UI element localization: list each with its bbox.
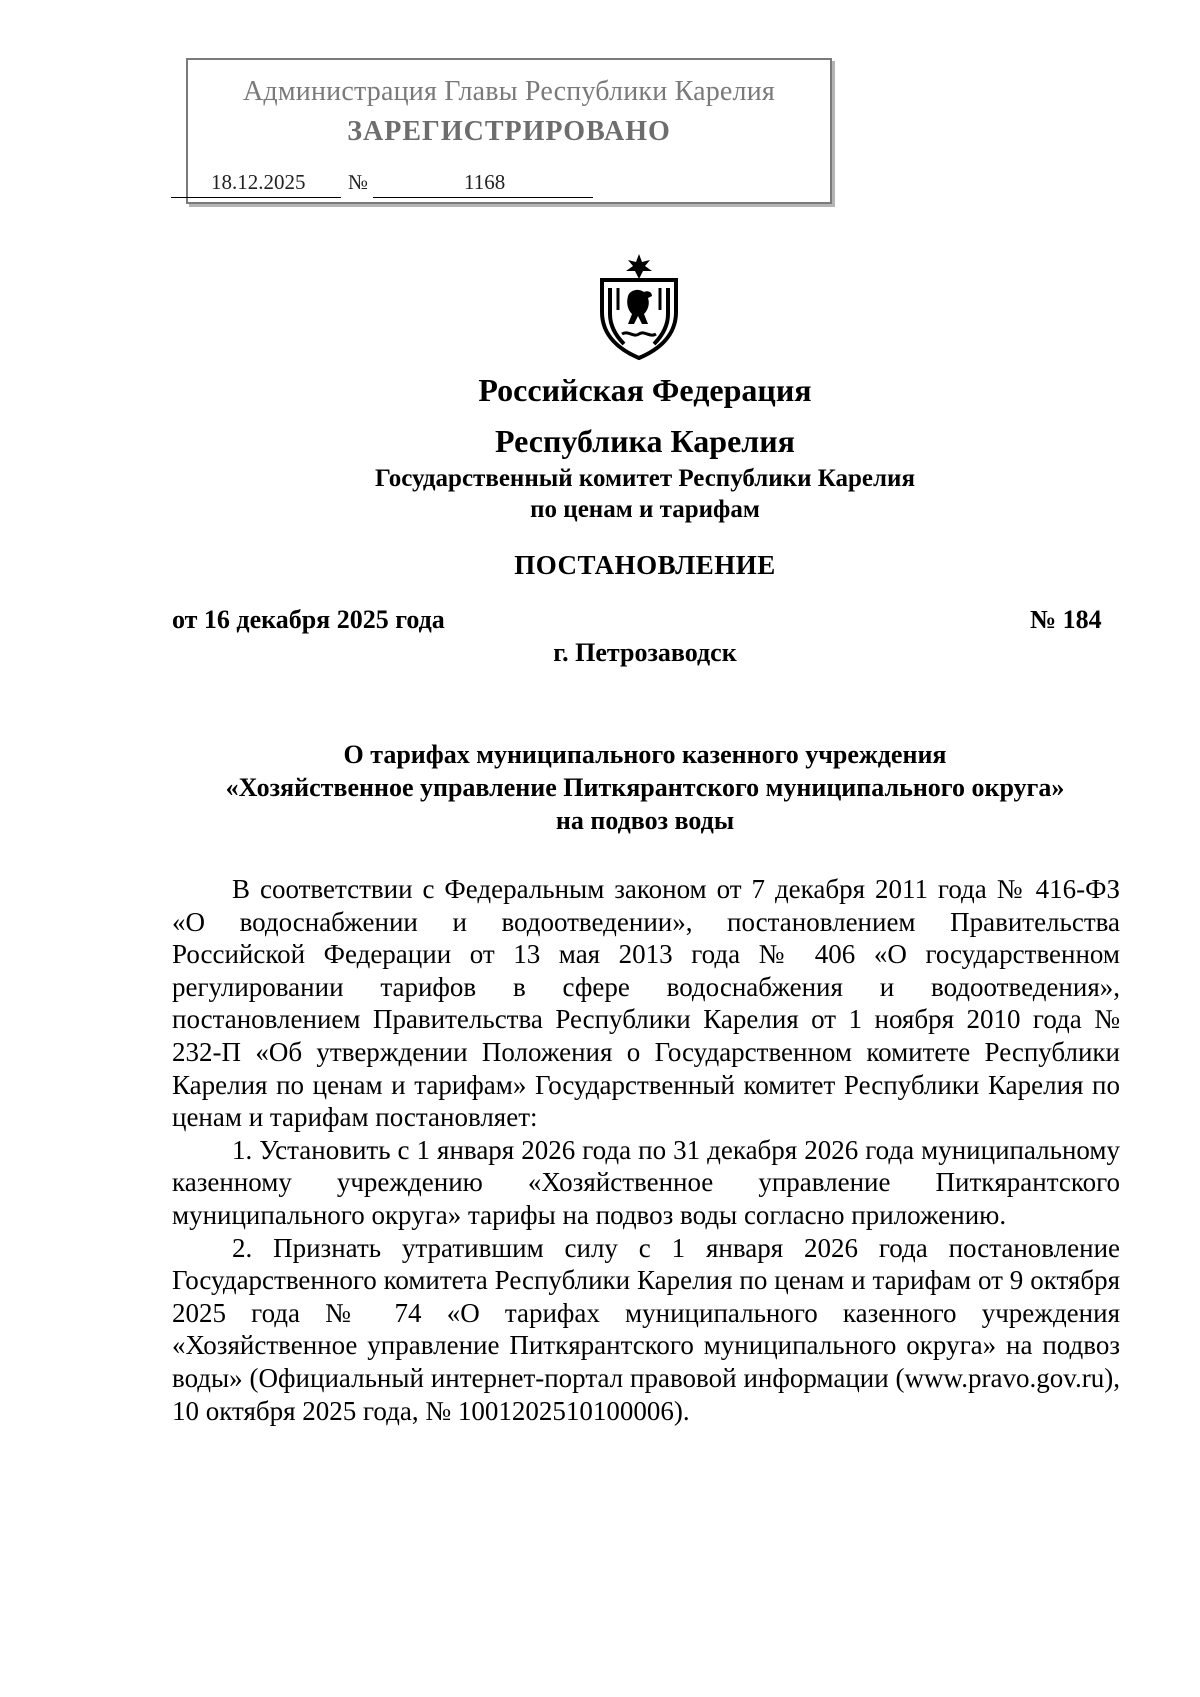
stamp-number: 1168 xyxy=(464,170,506,194)
title-line3: на подвоз воды xyxy=(555,806,735,835)
body-paragraph-item-2: 2. Признать утратившим силу с 1 января 2026 года постановление Государственного комитета Республики Карелия по ценам и тарифам от 9 октября 2025 года № 74 «О тарифах муниципального казенного учреждения «Хозяйственное управление Питкярантского муниципального округа» на подвоз воды» (Официальный интернет-портал правовой информации (www.pravo.gov.ru), 10 октября 2025 года, № 1001202510100006). xyxy=(172,1232,1120,1426)
document-type: ПОСТАНОВЛЕНИЕ xyxy=(514,550,776,580)
body-paragraph-preamble: В соответствии с Федеральным законом от 7 декабря 2011 года № 416-ФЗ «О водоснабжении и водоотведении», постановлением Правительства Российской Федерации от 13 мая 2013 года № 406 «О государственном регулировании тарифов в сфере водоснабжения и водоотведения», постановлением Правительства Республики Карелия от 1 ноября 2010 года № 232-П «Об утверждении Положения о Государственном комитете Республики Карелия по ценам и тарифам» Государственный комитет Республики Карелия по ценам и тарифам постановляет: xyxy=(172,874,1120,1133)
document-body xyxy=(172,873,1120,1427)
stamp-number-underline xyxy=(373,197,593,198)
stamp-date: 18.12.2025 xyxy=(211,170,306,194)
karelia-coat-of-arms-icon xyxy=(592,250,686,362)
document-city: г. Петрозаводск xyxy=(553,638,737,667)
title-line1: О тарифах муниципального казенного учреждения xyxy=(343,740,947,769)
country-heading: Российская Федерация xyxy=(478,372,812,408)
committee-heading-line2: по ценам и тарифам xyxy=(530,496,760,523)
body-paragraph-item-1: 1. Установить с 1 января 2026 года по 31 декабря 2026 года муниципальному казенному учреждению «Хозяйственное управление Питкярантского муниципального округа» тарифы на подвоз воды согласно приложению. xyxy=(172,1134,1120,1230)
stamp-registration-line xyxy=(171,168,801,198)
document-date: от 16 декабря 2025 года xyxy=(172,605,445,634)
republic-heading: Республика Карелия xyxy=(495,423,795,459)
stamp-organization: Администрация Главы Республики Карелия xyxy=(243,76,775,107)
stamp-status: ЗАРЕГИСТРИРОВАНО xyxy=(347,116,671,147)
stamp-date-underline xyxy=(171,197,341,198)
stamp-number-sign: № xyxy=(348,170,369,194)
title-line2: «Хозяйственное управление Питкярантского муниципального округа» xyxy=(225,773,1065,802)
committee-heading-line1: Государственный комитет Республики Карелия xyxy=(375,465,915,492)
registration-stamp xyxy=(186,58,832,204)
document-number: № 184 xyxy=(1030,605,1102,634)
